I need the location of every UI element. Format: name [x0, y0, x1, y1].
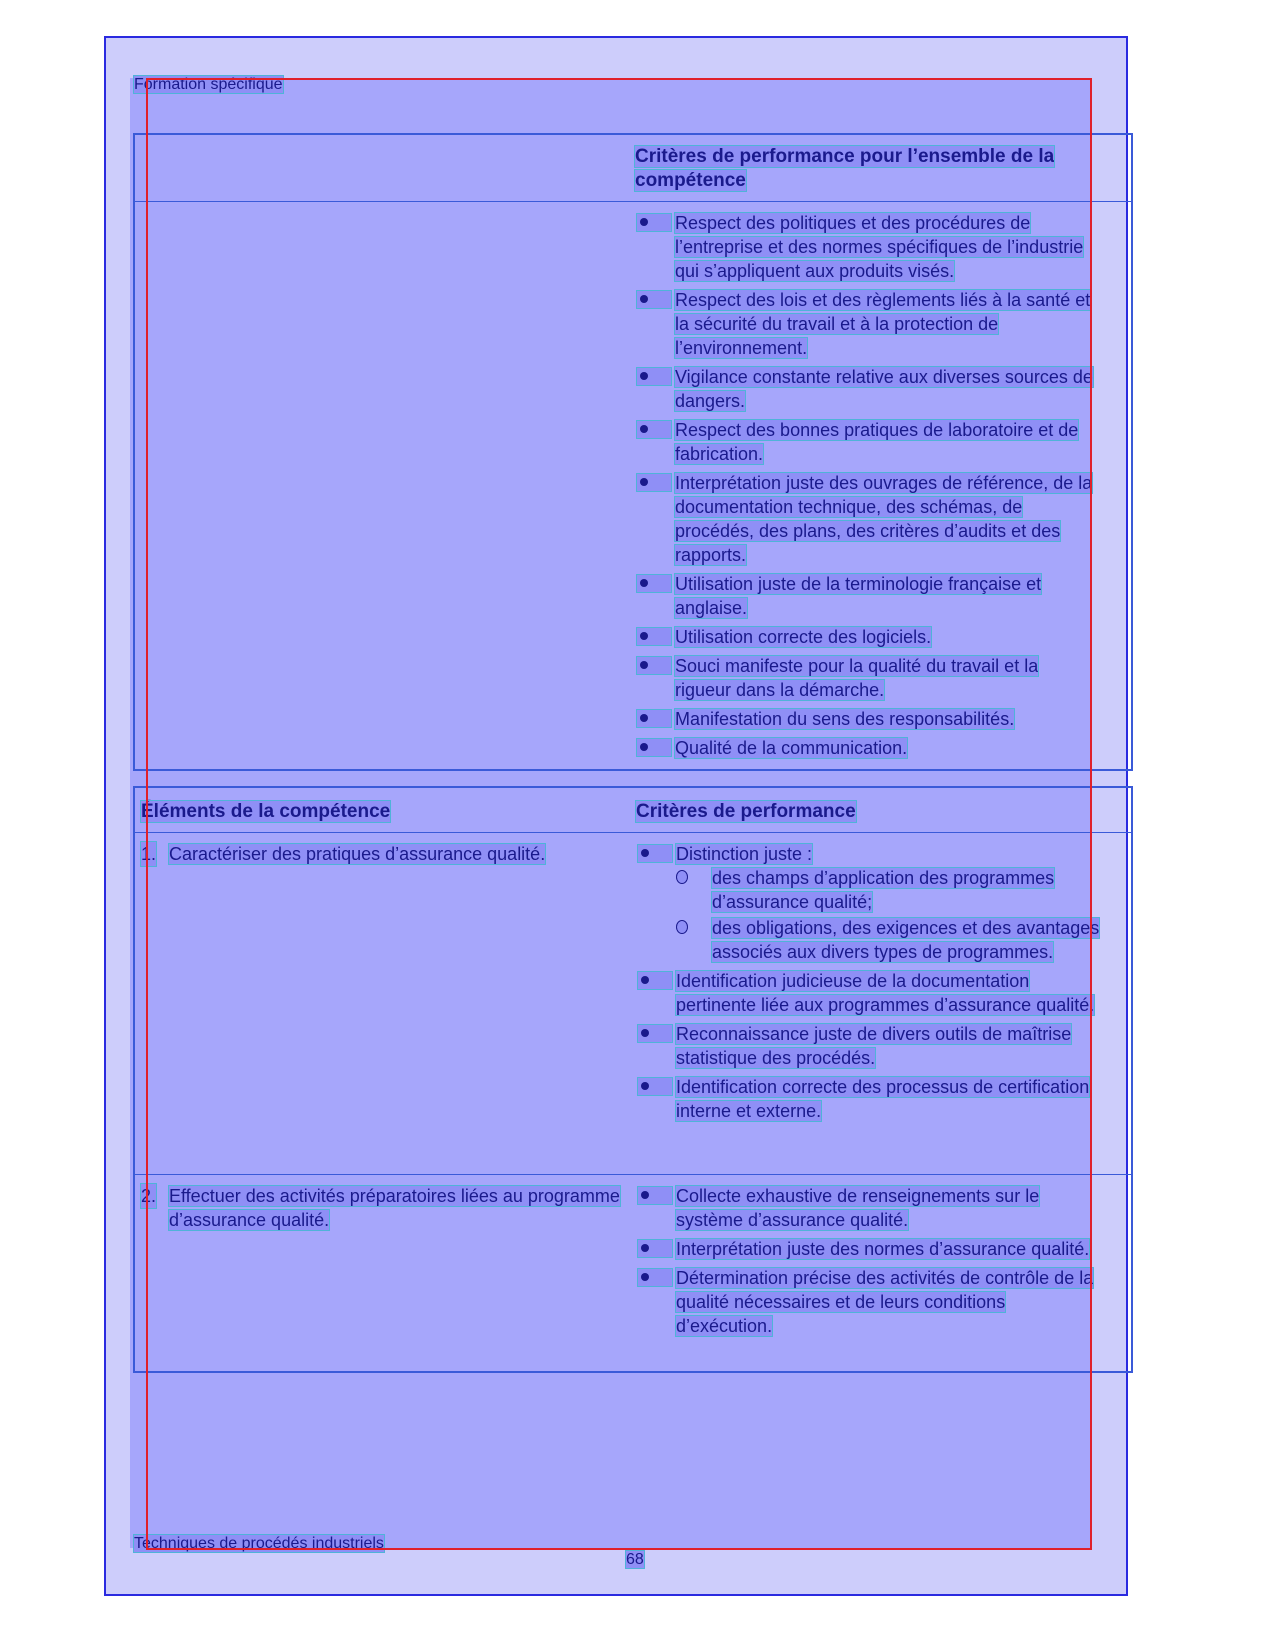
criterion-text: Distinction juste : — [676, 844, 813, 864]
bullet-icon — [638, 1240, 672, 1257]
circle-bullet-icon — [676, 870, 688, 884]
bullet-icon — [637, 214, 671, 231]
criterion-text: Souci manifeste pour la qualité du travail et la rigueur dans la démarche. — [675, 656, 1039, 700]
criterion-text: Reconnaissance juste de divers outils de maîtrise statistique des procédés. — [676, 1024, 1072, 1068]
overall-criteria-header: Critères de performance pour l’ensemble de la compétence — [635, 146, 1055, 191]
element-text: Caractériser des pratiques d’assurance qualité. — [169, 844, 546, 864]
criterion-item — [638, 969, 1100, 1017]
criterion-item — [638, 1237, 1100, 1261]
sub-criterion-text: des champs d’application des programmes d’assurance qualité; — [712, 868, 1055, 912]
criterion-text: Interprétation juste des normes d’assurance qualité. — [676, 1239, 1090, 1259]
criterion-item — [637, 288, 1099, 360]
sub-criteria-list — [676, 866, 1100, 964]
bullet-icon — [637, 710, 671, 727]
bullet-icon — [638, 972, 672, 989]
criterion-text: Respect des bonnes pratiques de laboratoire et de fabrication. — [675, 420, 1079, 464]
criterion-text: Qualité de la communication. — [675, 738, 908, 758]
bullet-icon — [638, 1187, 672, 1204]
criterion-text: Utilisation juste de la terminologie française et anglaise. — [675, 574, 1042, 618]
bullet-icon — [637, 474, 671, 491]
element-1-criteria-list — [638, 842, 1100, 1123]
overall-criteria-table — [133, 133, 1133, 771]
bullet-icon — [637, 291, 671, 308]
sub-criterion-item — [676, 916, 1100, 964]
criterion-item — [638, 1266, 1100, 1338]
criterion-item — [637, 211, 1099, 283]
element-2-criteria-list — [638, 1184, 1100, 1338]
criterion-text: Identification judicieuse de la documentation pertinente liée aux programmes d’assurance qualité. — [676, 971, 1095, 1015]
bullet-icon — [637, 575, 671, 592]
criterion-item — [638, 1184, 1100, 1232]
element-text: Effectuer des activités préparatoires liées au programme d’assurance qualité. — [169, 1186, 620, 1230]
bullet-icon — [638, 845, 672, 862]
running-footer-text: Techniques de procédés industriels — [134, 1535, 384, 1552]
criterion-item — [637, 365, 1099, 413]
criterion-text: Collecte exhaustive de renseignements sur le système d’assurance qualité. — [676, 1186, 1040, 1230]
criterion-item — [638, 842, 1100, 964]
bullet-icon — [638, 1269, 672, 1286]
criterion-item — [637, 418, 1099, 466]
criterion-text: Identification correcte des processus de certification interne et externe. — [676, 1077, 1090, 1121]
criterion-text: Interprétation juste des ouvrages de référence, de la documentation technique, des schémas, de procédés, des plans, des critères d’audits et des rapports. — [675, 473, 1093, 565]
elements-column-header: Éléments de la compétence — [141, 801, 391, 822]
criterion-text: Respect des lois et des règlements liés à la santé et la sécurité du travail et à la protection de l’environnement. — [675, 290, 1091, 358]
competence-elements-table — [133, 786, 1133, 1373]
element-2-criteria — [638, 1184, 1100, 1343]
criterion-item — [637, 572, 1099, 620]
bullet-icon — [637, 421, 671, 438]
sub-criterion-item — [676, 866, 1100, 914]
criterion-text: Utilisation correcte des logiciels. — [675, 627, 932, 647]
row-separator — [135, 1174, 1131, 1175]
element-number: 1. — [141, 844, 157, 864]
circle-bullet-icon — [676, 920, 688, 934]
bullet-icon — [638, 1078, 672, 1095]
criterion-item — [638, 1075, 1100, 1123]
element-1-criteria — [638, 842, 1100, 1128]
bullet-icon — [637, 657, 671, 674]
overall-criteria-list-wrap — [637, 211, 1099, 765]
overall-criteria-list — [637, 211, 1099, 760]
criterion-text: Détermination précise des activités de contrôle de la qualité nécessaires et de leurs conditions d’exécution. — [676, 1268, 1094, 1336]
criterion-item — [637, 471, 1099, 567]
bullet-icon — [638, 1025, 672, 1042]
criterion-item — [637, 654, 1099, 702]
criterion-text: Respect des politiques et des procédures de l’entreprise et des normes spécifiques de l’industrie qui s’appliquent aux produits visés. — [675, 213, 1084, 281]
criterion-item — [637, 625, 1099, 649]
criterion-text: Manifestation du sens des responsabilités. — [675, 709, 1015, 729]
running-header-text: Formation spécifique — [134, 76, 283, 93]
sub-criterion-text: des obligations, des exigences et des avantages associés aux divers types de programmes. — [712, 918, 1100, 962]
criterion-text: Vigilance constante relative aux diverses sources de dangers. — [675, 367, 1093, 411]
bullet-icon — [637, 739, 671, 756]
page-number: 68 — [626, 1551, 644, 1568]
bullet-icon — [637, 368, 671, 385]
element-number: 2. — [141, 1186, 157, 1206]
running-footer — [134, 1535, 384, 1553]
criterion-item — [637, 736, 1099, 760]
bullet-icon — [637, 628, 671, 645]
running-header — [134, 76, 283, 94]
criteria-column-header: Critères de performance — [636, 801, 856, 822]
criterion-item — [638, 1022, 1100, 1070]
criterion-item — [637, 707, 1099, 731]
